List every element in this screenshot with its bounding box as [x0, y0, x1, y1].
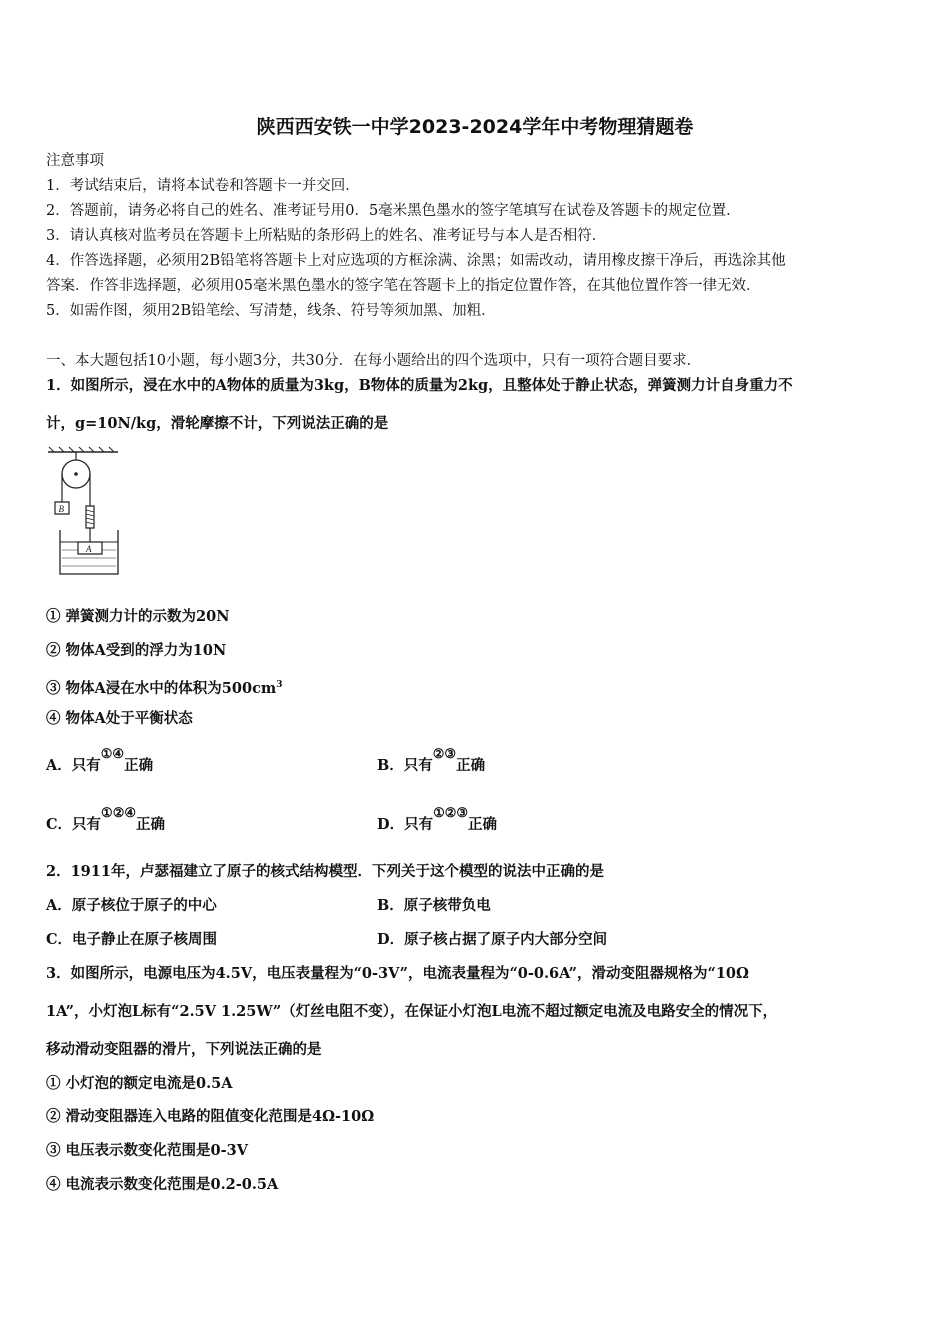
- notice-item: 2．答题前，请务必将自己的姓名、准考证号用0．5毫米黑色墨水的签字笔填写在试卷及答题卡的规定位置．: [46, 203, 741, 219]
- notice-item: 3．请认真核对监考员在答题卡上所粘贴的条形码上的姓名、准考证号与本人是否相符．: [46, 228, 607, 244]
- q2-option-a[interactable]: A．原子核位于原子的中心: [46, 897, 217, 914]
- q1-option-d[interactable]: D．只有①②③正确: [377, 806, 498, 833]
- q1-statement: ① 弹簧测力计的示数为20N: [46, 608, 230, 625]
- q3-stem-cont: 1A”，小灯泡L标有“2.5V 1.25W”（灯丝电阻不变），在保证小灯泡L电流不超过额定电流及电路安全的情况下，: [46, 1003, 778, 1020]
- label-a: A: [86, 544, 92, 554]
- notice-item: 1．考试结束后，请将本试卷和答题卡一并交回．: [46, 178, 360, 194]
- section-heading: 一、本大题包括10小题，每小题3分，共30分．在每小题给出的四个选项中，只有一项符合题目要求．: [46, 353, 702, 369]
- q3-stem-cont: 移动滑动变阻器的滑片，下列说法正确的是: [46, 1041, 322, 1058]
- page-title: 陕西西安铁一中学2023-2024学年中考物理猜题卷: [256, 116, 694, 138]
- q1-option-c[interactable]: C．只有①②④正确: [46, 806, 166, 833]
- superscript: 3: [276, 680, 283, 690]
- notice-item: 4．作答选择题，必须用2B铅笔将答题卡上对应选项的方框涂满、涂黑；如需改动，请用橡皮擦干净后，再选涂其他: [46, 253, 786, 269]
- pulley-figure: [46, 446, 122, 578]
- q1-statement: ③ 物体A浸在水中的体积为$500cm^3$: [46, 679, 283, 697]
- q1-stem-cont: 计，g=10N/kg，滑轮摩擦不计，下列说法正确的是: [46, 415, 389, 432]
- q3-stem: 3．如图所示，电源电压为4.5V，电压表量程为“0-3V”，电流表量程为“0-0.6A”，滑动变阻器规格为“10Ω: [46, 965, 749, 982]
- q1-stem: 1．如图所示，浸在水中的A物体的质量为3kg，B物体的质量为2kg，且整体处于静止状态，弹簧测力计自身重力不: [46, 377, 793, 394]
- q3-statement: ① 小灯泡的额定电流是0.5A: [46, 1075, 233, 1092]
- q2-option-b[interactable]: B．原子核带负电: [377, 897, 491, 914]
- q3-statement: ③ 电压表示数变化范围是0-3V: [46, 1142, 248, 1159]
- q1-option-a[interactable]: A．只有①④正确: [46, 747, 154, 774]
- q1-statement: ② 物体A受到的浮力为10N: [46, 642, 227, 659]
- q3-statement: ④ 电流表示数变化范围是0.2-0.5A: [46, 1176, 279, 1193]
- q2-option-c[interactable]: C．电子静止在原子核周围: [46, 931, 218, 948]
- q2-stem: 2．1911年，卢瑟福建立了原子的核式结构模型．下列关于这个模型的说法中正确的是: [46, 863, 604, 880]
- notice-item: 答案．作答非选择题，必须用05毫米黑色墨水的签字笔在答题卡上的指定位置作答，在其他位置作答一律无效．: [46, 278, 761, 294]
- q2-option-d[interactable]: D．原子核占据了原子内大部分空间: [377, 931, 608, 948]
- q1-option-b[interactable]: B．只有②③正确: [377, 747, 486, 774]
- q3-statement: ② 滑动变阻器连入电路的阻值变化范围是4Ω-10Ω: [46, 1108, 375, 1125]
- notice-item: 5．如需作图，须用2B铅笔绘、写清楚，线条、符号等须加黑、加粗．: [46, 303, 496, 319]
- notice-heading: 注意事项: [46, 153, 104, 169]
- q1-statement: ④ 物体A处于平衡状态: [46, 710, 193, 727]
- label-b: B: [58, 504, 64, 514]
